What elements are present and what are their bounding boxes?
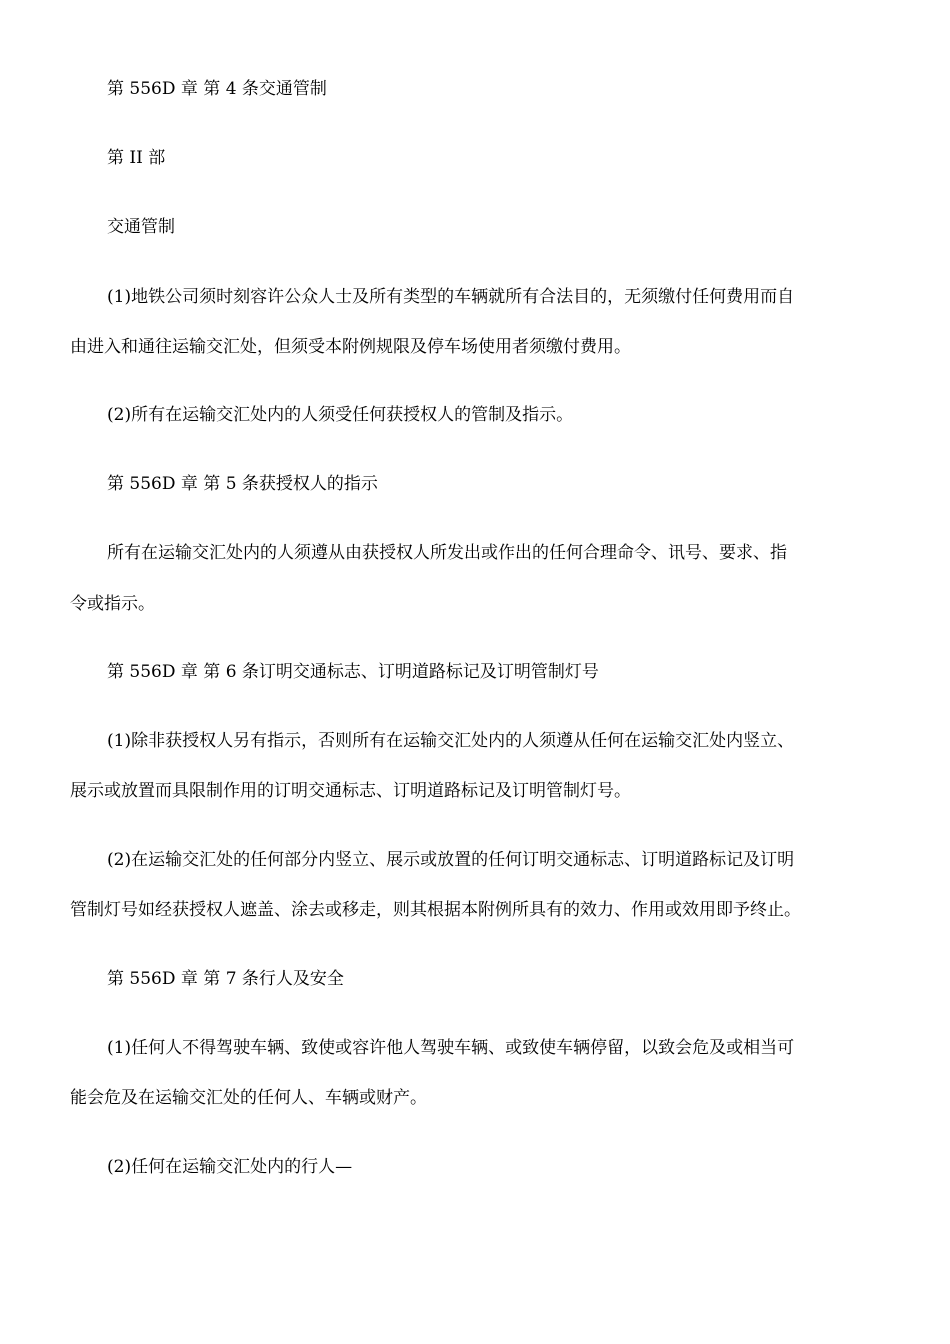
section-heading-5: 第 556D 章 第 5 条获授权人的指示 [107,474,378,494]
paragraph-7-2: (2)任何在运输交汇处内的行人— [107,1157,353,1177]
paragraph-4-2: (2)所有在运输交汇处内的人须受任何获授权人的管制及指示。 [107,405,574,425]
section-heading-4: 第 556D 章 第 4 条交通管制 [107,79,327,99]
paragraph-7-1-line-2: 能会危及在运输交汇处的任何人、车辆或财产。 [70,1088,427,1108]
section-heading-6: 第 556D 章 第 6 条订明交通标志、订明道路标记及订明管制灯号 [107,662,599,682]
paragraph-6-2-line-1: (2)在运输交汇处的任何部分内竖立、展示或放置的任何订明交通标志、订明道路标记及订明 [107,850,795,870]
paragraph-6-1-line-1: (1)除非获授权人另有指示，否则所有在运输交汇处内的人须遵从任何在运输交汇处内竖立、 [107,731,795,751]
paragraph-5-line-1: 所有在运输交汇处内的人须遵从由获授权人所发出或作出的任何合理命令、讯号、要求、指 [107,543,787,563]
part-title: 交通管制 [107,217,175,237]
paragraph-5-line-2: 令或指示。 [70,594,155,614]
paragraph-4-1-line-1: (1)地铁公司须时刻容许公众人士及所有类型的车辆就所有合法目的，无须缴付任何费用而自 [107,287,795,307]
paragraph-6-2-line-2: 管制灯号如经获授权人遮盖、涂去或移走，则其根据本附例所具有的效力、作用或效用即予终止。 [70,900,801,920]
paragraph-6-1-line-2: 展示或放置而具限制作用的订明交通标志、订明道路标记及订明管制灯号。 [70,781,631,801]
paragraph-7-1-line-1: (1)任何人不得驾驶车辆、致使或容许他人驾驶车辆、或致使车辆停留，以致会危及或相当可 [107,1038,795,1058]
section-heading-7: 第 556D 章 第 7 条行人及安全 [107,969,344,989]
paragraph-4-1-line-2: 由进入和通往运输交汇处，但须受本附例规限及停车场使用者须缴付费用。 [70,337,631,357]
part-heading: 第 II 部 [107,148,166,168]
